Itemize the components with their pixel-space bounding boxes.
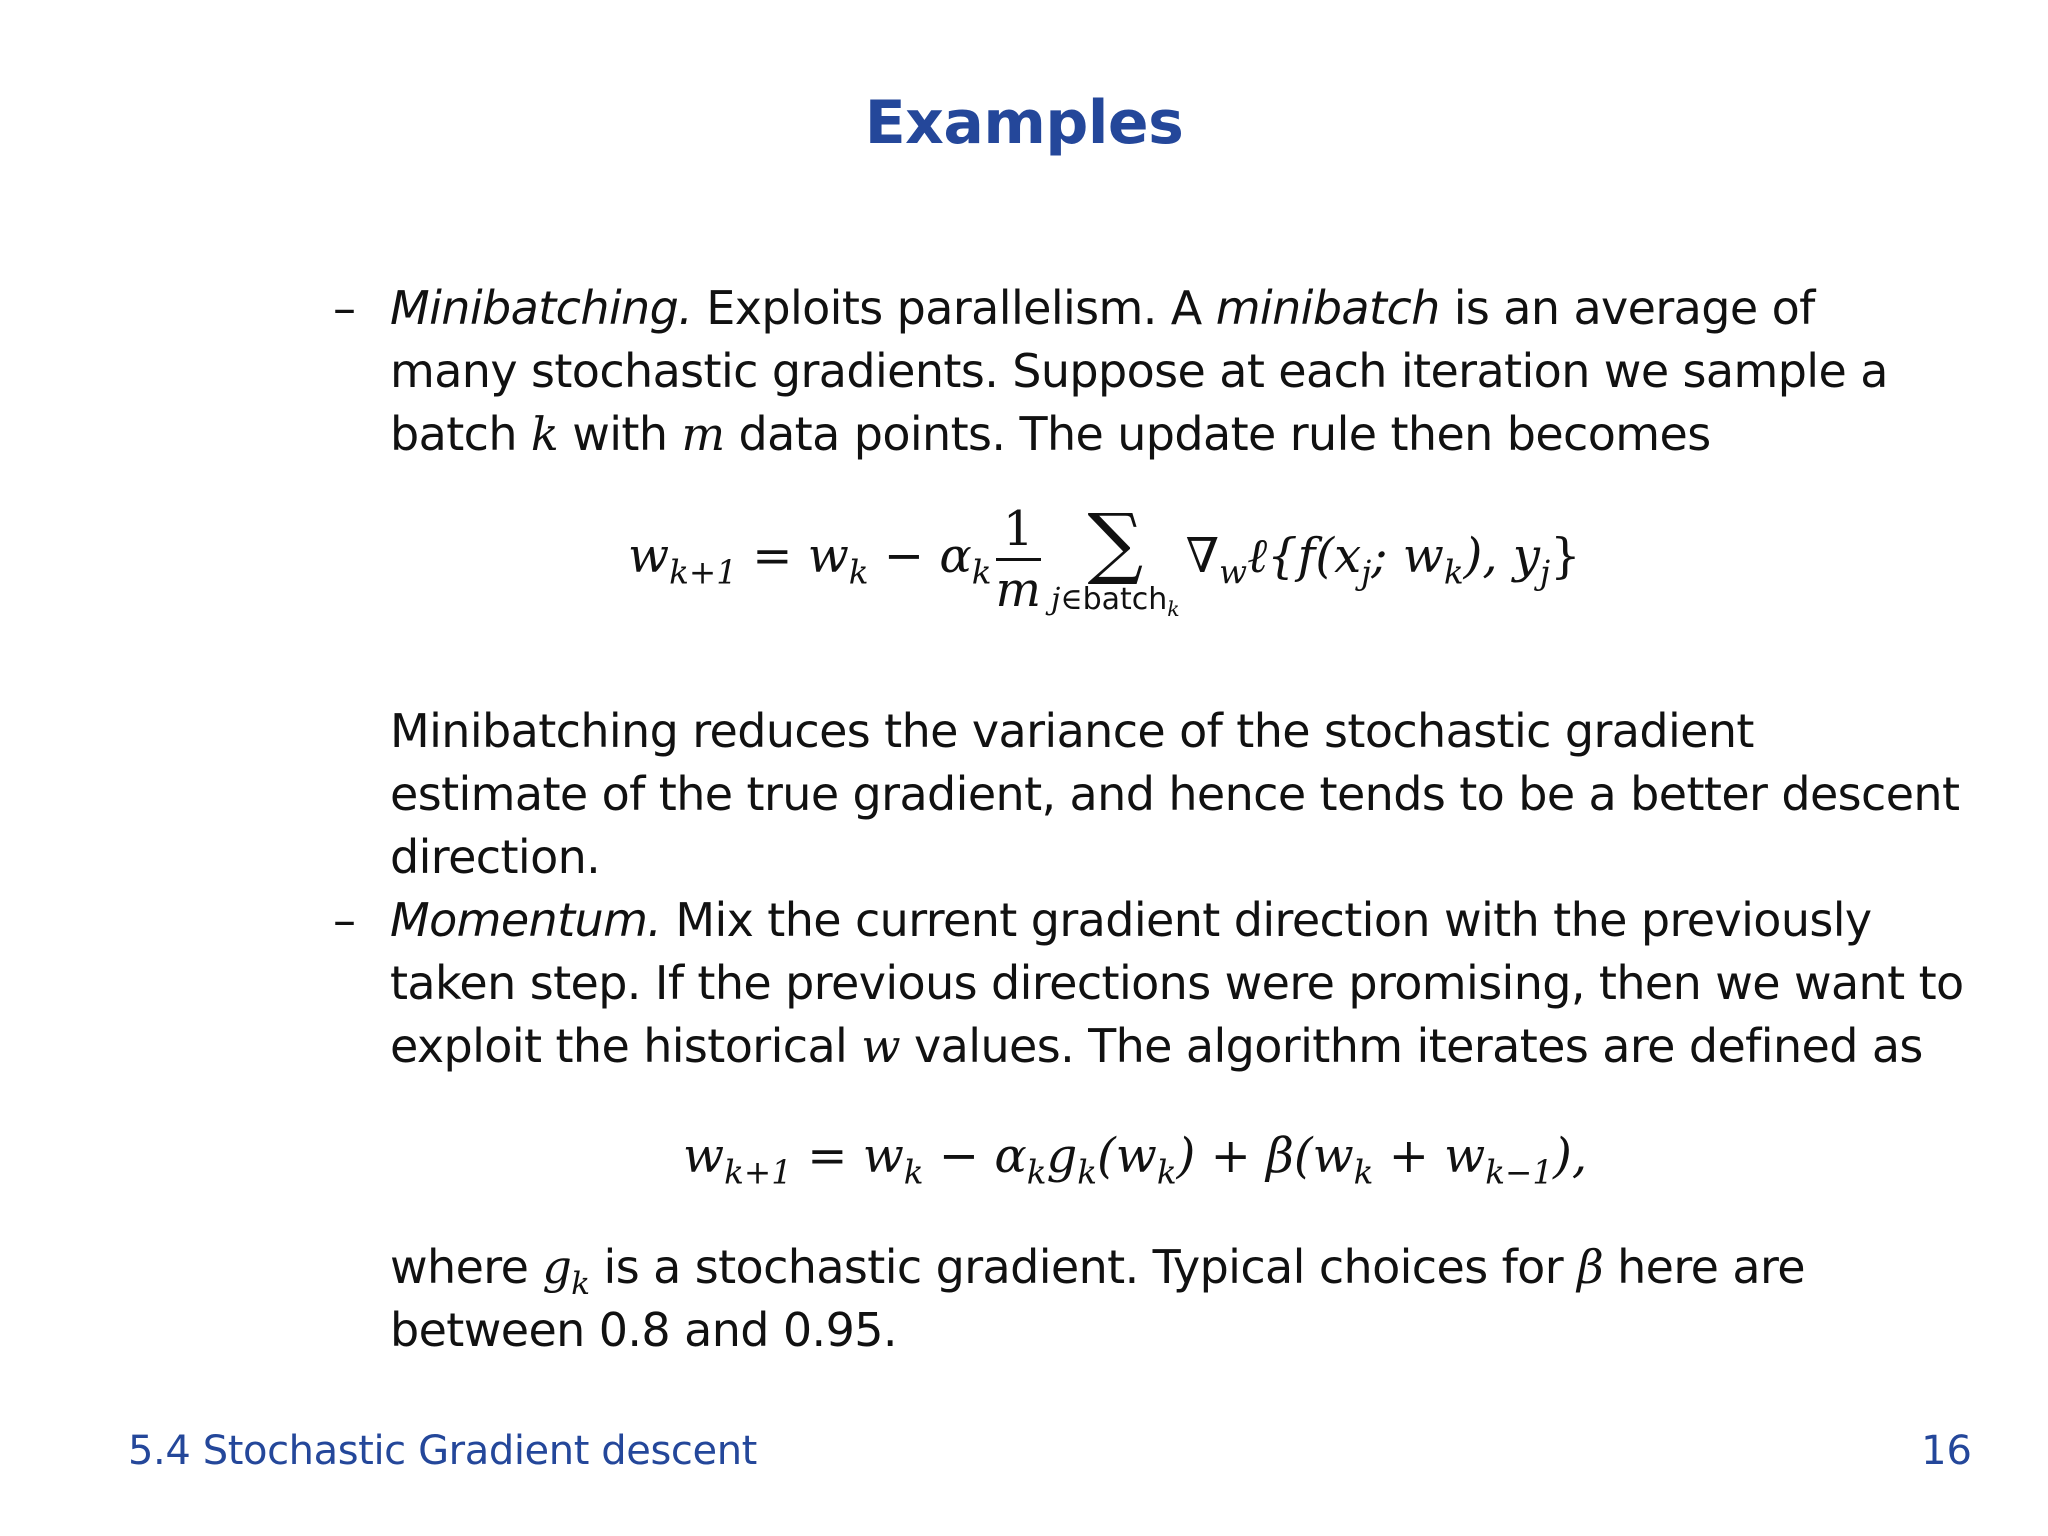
eq1-xj-sub: j bbox=[1361, 553, 1372, 592]
minibatching-para-1: Minibatching reduces the variance of the stochastic gradient bbox=[390, 704, 1754, 758]
momentum-line3-a: exploit the historical bbox=[390, 1019, 862, 1073]
momentum-line-2: taken step. If the previous directions were promising, then we want to bbox=[390, 956, 1964, 1010]
eq2-sub-4: k bbox=[1077, 1153, 1098, 1192]
momentum-line-1 bbox=[390, 889, 1872, 952]
eq2-part-1: w bbox=[683, 1128, 725, 1184]
after1-b: is a stochastic gradient. Typical choices for bbox=[589, 1240, 1578, 1294]
eq1-summation bbox=[1051, 497, 1180, 621]
eq1-lhs-sub: k+1 bbox=[669, 553, 737, 592]
eq2-sub-7: k−1 bbox=[1485, 1153, 1554, 1192]
momentum-after-2: between 0.8 and 0.95. bbox=[390, 1303, 897, 1357]
minibatching-line-2: many stochastic gradients. Suppose at each iteration we sample a bbox=[390, 344, 1888, 398]
minibatching-term: Minibatching. bbox=[390, 281, 693, 335]
line3-text-b: with bbox=[558, 407, 682, 461]
eq1-yj-sub: j bbox=[1539, 553, 1551, 592]
minibatching-para-2: estimate of the true gradient, and hence tends to be a better descent bbox=[390, 767, 1960, 821]
minibatch-update-equation bbox=[628, 497, 1581, 621]
math-beta: β bbox=[1577, 1240, 1604, 1294]
eq1-nabla: ∇ bbox=[1185, 528, 1220, 584]
eq2-part-2: = w bbox=[791, 1128, 904, 1184]
eq2-part-3: − α bbox=[923, 1128, 1027, 1184]
bullet-dash-momentum: – bbox=[333, 893, 356, 947]
momentum-line3-b: values. The algorithm iterates are defined as bbox=[900, 1019, 1923, 1073]
eq2-sub-6: k bbox=[1353, 1153, 1374, 1192]
footer-section-title: 5.4 Stochastic Gradient descent bbox=[128, 1428, 757, 1474]
eq2-sub-3: k bbox=[1026, 1153, 1047, 1192]
sum-symbol: ∑ bbox=[1087, 497, 1144, 588]
eq1-minus: − bbox=[868, 528, 940, 584]
momentum-line1-text: Mix the current gradient direction with the previously bbox=[661, 893, 1872, 947]
minibatch-emph: minibatch bbox=[1215, 281, 1440, 335]
slide-title: Examples bbox=[864, 88, 1184, 158]
eq1-semicolon-w: ; w bbox=[1371, 528, 1444, 584]
eq1-fraction bbox=[996, 500, 1042, 619]
sum-sub-in: ∈ bbox=[1060, 581, 1083, 617]
after1-a: where bbox=[390, 1240, 543, 1294]
eq2-part-6: ) + β(w bbox=[1176, 1128, 1354, 1184]
momentum-update-equation bbox=[683, 1128, 1588, 1192]
momentum-after-1 bbox=[390, 1236, 1805, 1302]
bullet-dash-minibatching: – bbox=[333, 281, 356, 335]
momentum-line-3 bbox=[390, 1015, 1923, 1078]
sum-sub-j: j bbox=[1051, 581, 1061, 617]
math-g: g bbox=[542, 1240, 572, 1294]
sum-subscript bbox=[1051, 581, 1180, 621]
eq1-alpha: α bbox=[939, 528, 972, 584]
minibatching-line1-text: Exploits parallelism. A bbox=[692, 281, 1216, 335]
eq1-wk2-sub: k bbox=[1443, 553, 1464, 592]
sum-sub-k: k bbox=[1167, 596, 1180, 621]
minibatching-line1-end: is an average of bbox=[1439, 281, 1815, 335]
after1-c: here are bbox=[1603, 1240, 1805, 1294]
minibatching-line-3 bbox=[390, 403, 1711, 466]
eq1-alpha-sub: k bbox=[971, 553, 992, 592]
eq2-part-8: ), bbox=[1553, 1128, 1588, 1184]
eq1-loss: ℓ{f(x bbox=[1247, 528, 1362, 584]
line3-text-a: batch bbox=[390, 407, 531, 461]
eq2-sub-5: k bbox=[1156, 1153, 1177, 1192]
math-g-sub: k bbox=[571, 1265, 590, 1302]
eq2-part-7: + w bbox=[1373, 1128, 1486, 1184]
minibatching-para-3: direction. bbox=[390, 830, 601, 884]
eq1-nabla-sub: w bbox=[1219, 553, 1248, 592]
line3-text-c: data points. The update rule then becomes bbox=[724, 407, 1711, 461]
eq1-wk: w bbox=[807, 528, 849, 584]
eq1-frac-den: m bbox=[995, 562, 1042, 618]
footer-page-number: 16 bbox=[1921, 1428, 1972, 1474]
math-w: w bbox=[861, 1019, 901, 1073]
minibatching-line-1 bbox=[390, 277, 1815, 340]
math-m: m bbox=[681, 407, 725, 461]
eq1-brace: } bbox=[1550, 528, 1581, 584]
eq2-sub-1: k+1 bbox=[724, 1153, 792, 1192]
eq2-part-5: (w bbox=[1097, 1128, 1157, 1184]
momentum-term: Momentum. bbox=[390, 893, 662, 947]
eq1-close-y: ), y bbox=[1463, 528, 1540, 584]
math-k: k bbox=[530, 407, 559, 461]
eq1-wk-sub: k bbox=[848, 553, 869, 592]
eq1-equals: = bbox=[736, 528, 808, 584]
eq1-lhs: w bbox=[628, 528, 670, 584]
eq2-part-4: g bbox=[1046, 1128, 1078, 1184]
sum-sub-batch: batch bbox=[1082, 581, 1168, 617]
eq2-sub-2: k bbox=[903, 1153, 924, 1192]
eq1-frac-num: 1 bbox=[996, 500, 1042, 561]
